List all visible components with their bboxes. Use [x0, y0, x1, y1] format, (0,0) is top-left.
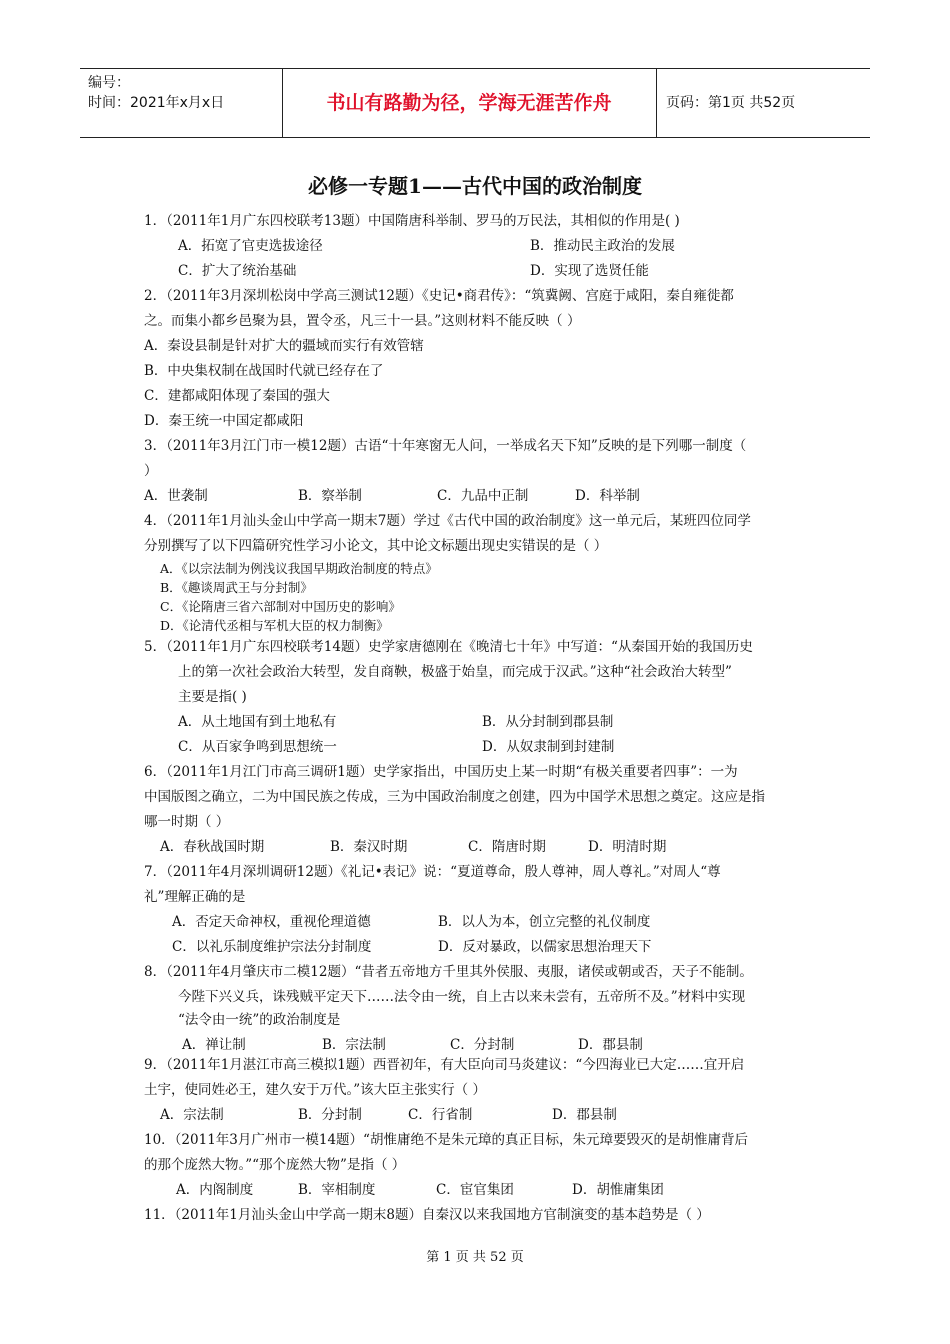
- question-stem: 之。而集小都乡邑聚为县，置令丞，凡三十一县。”这则材料不能反映（ ）: [144, 313, 581, 329]
- answer-option: D．从奴隶制到封建制: [482, 739, 615, 755]
- question-stem: 上的第一次社会政治大转型，发自商鞅，极盛于始皇，而完成于汉武。”这种“社会政治大转型”: [178, 664, 732, 680]
- answer-option: D．秦王统一中国定都咸阳: [144, 413, 304, 429]
- answer-option: C．扩大了统治基础: [178, 263, 297, 279]
- question-stem: 7．（2011年4月深圳调研12题）《礼记•表记》说：“夏道尊命，殷人尊神，周人尊礼。”对周人“尊: [144, 864, 721, 880]
- answer-option: B．从分封制到郡县制: [482, 714, 614, 730]
- answer-option: B．察举制: [298, 488, 362, 504]
- document-title: 必修一专题1——古代中国的政治制度: [308, 174, 642, 198]
- answer-option: C．从百家争鸣到思想统一: [178, 739, 337, 755]
- question-stem: 6．（2011年1月江门市高三调研1题）史学家指出，中国历史上某一时期“有极关重要者四事”：一为: [144, 764, 738, 780]
- answer-option: C．九品中正制: [437, 488, 529, 504]
- question-stem: 9．（2011年1月湛江市高三模拟1题）西晋初年，有大臣向司马炎建议：“今四海业已大定……宜开启: [144, 1057, 745, 1073]
- answer-option: C．宦官集团: [436, 1182, 514, 1198]
- answer-option: A．内阁制度: [176, 1182, 254, 1198]
- header-meta: [88, 73, 224, 113]
- answer-option: D．反对暴政，以儒家思想治理天下: [438, 939, 652, 955]
- answer-option: B．《趣谈周武王与分封制》: [160, 580, 313, 595]
- question-stem: 哪一时期（ ）: [144, 814, 230, 830]
- answer-option: A．春秋战国时期: [160, 839, 265, 855]
- question-stem: 10．（2011年3月广州市一模14题）“胡惟庸绝不是朱元璋的真正目标，朱元璋要毁灭的是胡惟庸背后: [144, 1132, 748, 1148]
- question-stem: 2．（2011年3月深圳松岗中学高三测试12题）《史记•商君传》：“筑冀阙、宫庭于咸阳，秦自雍徙都: [144, 288, 734, 304]
- answer-option: D．明清时期: [588, 839, 667, 855]
- answer-option: D．郡县制: [552, 1107, 617, 1123]
- question-stem: 中国版图之确立，二为中国民族之传成，三为中国政治制度之创建，四为中国学术思想之奠定。这应是指: [144, 789, 765, 805]
- question-stem: 今陛下兴义兵，诛残贼平定天下……法令由一统，自上古以来未尝有，五帝所不及。”材料中实现: [178, 989, 746, 1005]
- page-header: [80, 68, 870, 138]
- question-stem: 11．（2011年1月汕头金山中学高一期末8题）自秦汉以来我国地方官制演变的基本趋势是（ ）: [144, 1207, 710, 1223]
- answer-option: C．《论隋唐三省六部制对中国历史的影响》: [160, 599, 401, 614]
- answer-option: D．科举制: [575, 488, 640, 504]
- time-label: 时间：2021年x月x日: [88, 95, 225, 111]
- answer-option: B．宰相制度: [298, 1182, 376, 1198]
- answer-option: D．胡惟庸集团: [572, 1182, 664, 1198]
- answer-option: A．拓宽了官吏选拔途径: [178, 238, 323, 254]
- answer-option: C．建都咸阳体现了秦国的强大: [144, 388, 330, 404]
- answer-option: C．隋唐时期: [468, 839, 546, 855]
- question-stem: 8．（2011年4月肇庆市二模12题）“昔者五帝地方千里其外侯服、夷服，诸侯或朝或否，天子不能制。: [144, 964, 753, 980]
- question-stem: 1．（2011年1月广东四校联考13题）中国隋唐科举制、罗马的万民法，其相似的作用是( ): [144, 213, 680, 229]
- answer-option: A．秦设县制是针对扩大的疆域而实行有效管辖: [144, 338, 424, 354]
- number-label: 编号：: [88, 75, 130, 91]
- question-stem: 4．（2011年1月汕头金山中学高一期末7题）学过《古代中国的政治制度》这一单元后，某班四位同学: [144, 513, 751, 529]
- answer-option: A．世袭制: [144, 488, 208, 504]
- question-stem: 5．（2011年1月广东四校联考14题）史学家唐德刚在《晚清七十年》中写道：“从秦国开始的我国历史: [144, 639, 753, 655]
- answer-option: C．分封制: [450, 1037, 515, 1053]
- header-page-info: 页码：第1页 共52页: [666, 95, 796, 111]
- question-stem: 3．（2011年3月江门市一模12题）古语“十年寒窗无人问，一举成名天下知”反映的是下列哪一制度（: [144, 438, 747, 454]
- answer-option: D．《论清代丞相与军机大臣的权力制衡》: [160, 618, 389, 633]
- answer-option: C．行省制: [408, 1107, 473, 1123]
- question-stem: 礼”理解正确的是: [144, 889, 246, 905]
- question-stem: “法令由一统”的政治制度是: [178, 1012, 341, 1028]
- answer-option: D．郡县制: [578, 1037, 643, 1053]
- question-stem: 分别撰写了以下四篇研究性学习小论文，其中论文标题出现史实错误的是（ ）: [144, 538, 608, 554]
- answer-option: B．秦汉时期: [330, 839, 408, 855]
- answer-option: A．从土地国有到土地私有: [178, 714, 337, 730]
- question-stem: ）: [144, 463, 158, 479]
- answer-option: B．以人为本，创立完整的礼仪制度: [438, 914, 651, 930]
- answer-option: C．以礼乐制度维护宗法分封制度: [172, 939, 372, 955]
- answer-option: A．禅让制: [182, 1037, 246, 1053]
- answer-option: A．宗法制: [160, 1107, 224, 1123]
- header-divider: [656, 69, 657, 137]
- answer-option: A．否定天命神权，重视伦理道德: [172, 914, 371, 930]
- answer-option: B．中央集权制在战国时代就已经存在了: [144, 363, 384, 379]
- answer-option: B．分封制: [298, 1107, 362, 1123]
- answer-option: A．《以宗法制为例浅议我国早期政治制度的特点》: [160, 561, 438, 576]
- page-footer: 第 1 页 共 52 页: [426, 1250, 524, 1265]
- answer-option: B．宗法制: [322, 1037, 386, 1053]
- question-stem: 主要是指( ): [178, 689, 247, 705]
- header-motto: 书山有路勤为径，学海无涯苦作舟: [326, 92, 612, 114]
- question-stem: 土宇，使同姓必王，建久安于万代。”该大臣主张实行（ ）: [144, 1082, 486, 1098]
- answer-option: B．推动民主政治的发展: [530, 238, 675, 254]
- answer-option: D．实现了选贤任能: [530, 263, 649, 279]
- question-stem: 的那个庞然大物。”“那个庞然大物”是指（ ）: [144, 1157, 406, 1173]
